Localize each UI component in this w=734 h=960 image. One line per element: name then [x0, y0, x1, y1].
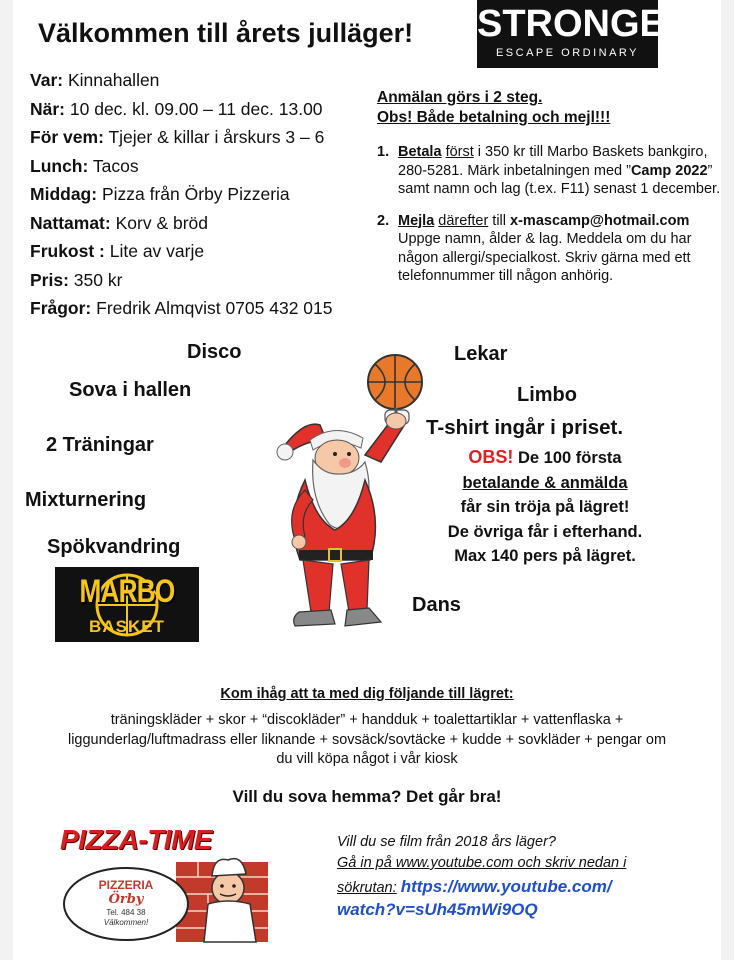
step-verb-underlined: därefter	[438, 212, 489, 229]
info-label: När:	[30, 98, 66, 119]
info-row-middag	[30, 180, 333, 209]
pizza-time-title: PIZZA-TIME	[60, 824, 213, 855]
marbo-logo-title: MARBO	[79, 573, 175, 609]
activity-dans: Dans	[412, 594, 461, 616]
stronger-logo-name: STRONGER	[477, 3, 693, 45]
info-row-var	[30, 66, 333, 95]
tshirt-line5: Max 140 pers på lägret.	[454, 547, 636, 565]
tshirt-line1	[415, 445, 675, 471]
pizzeria-label: PIZZERIA	[98, 878, 154, 892]
film-info	[337, 832, 626, 922]
info-value: Kinnahallen	[67, 70, 160, 90]
youtube-link[interactable]: https://www.youtube.com/	[400, 877, 612, 896]
activity-lekar: Lekar	[454, 343, 508, 365]
info-label: Frågor:	[30, 298, 92, 318]
registration-heading-line2: Obs! Både betalning och mejl!!!	[377, 109, 611, 126]
info-value: 350 kr	[73, 269, 123, 290]
registration-step-2	[377, 212, 722, 286]
step-text: i 350 kr till Marbo Baskets bankgiro, 280-5281. Märk inbetalningen med ”	[398, 144, 708, 179]
stronger-logo	[477, 0, 693, 68]
info-row-fragor	[30, 294, 333, 323]
pizzeria-welcome: Välkommen!	[103, 918, 149, 927]
film-line1: Vill du se film från 2018 års läger?	[337, 834, 556, 850]
pizzeria-name: Örby	[108, 892, 144, 907]
info-row-nattamat	[30, 209, 333, 238]
stronger-logo-tagline: ESCAPE ORDINARY	[495, 47, 640, 59]
tshirt-line1-rest: De 100 första	[513, 449, 622, 467]
info-value: Fredrik Almqvist 0705 432 015	[96, 298, 333, 318]
info-label: Middag:	[30, 184, 98, 204]
info-label: För vem:	[30, 127, 104, 147]
step-verb-underlined: först	[445, 144, 474, 160]
pizza-time-logo	[58, 822, 273, 946]
film-line2: Gå in på www.youtube.com och skriv nedan i	[337, 855, 627, 871]
film-search-label: sökrutan:	[337, 880, 397, 896]
tshirt-notice	[415, 445, 675, 569]
film-line3	[337, 876, 626, 899]
info-value: Tacos	[92, 155, 139, 176]
pizzeria-phone: Tel. 484 38	[106, 908, 146, 917]
santa-basketball-illustration	[265, 350, 435, 640]
step-verb: Betala	[398, 144, 442, 160]
info-row-frukost	[30, 237, 333, 266]
info-value: 10 dec. kl. 09.00 – 11 dec. 13.00	[69, 98, 323, 119]
step-text: ” samt namn och lag (t.ex. F11) senast 1 december.	[398, 162, 721, 197]
film-line4	[337, 899, 626, 922]
info-label: Var:	[30, 70, 64, 90]
info-value: Korv & bröd	[115, 212, 208, 233]
info-label: Nattamat:	[30, 212, 111, 233]
obs-label: OBS!	[468, 447, 514, 467]
activity-spokvandring: Spökvandring	[47, 536, 181, 558]
registration-steps	[377, 143, 722, 299]
step-number: 2.	[377, 212, 390, 229]
step-text: till	[488, 212, 511, 229]
info-value: Tjejer & killar i årskurs 3 – 6	[108, 127, 325, 147]
info-list	[30, 66, 333, 323]
tshirt-line4: De övriga får i efterhand.	[447, 522, 643, 541]
page-title: Välkommen till årets julläger!	[38, 18, 414, 48]
sleep-at-home-note: Vill du sova hemma? Det går bra!	[232, 787, 502, 806]
step-verb: Mejla	[398, 212, 435, 229]
info-row-pris	[30, 266, 333, 295]
activity-limbo: Limbo	[517, 384, 577, 406]
tshirt-title: T-shirt ingår i priset.	[426, 416, 624, 439]
marbo-logo-subtitle: BASKET	[89, 617, 165, 636]
step-number: 1.	[377, 144, 390, 160]
registration-heading	[377, 88, 610, 128]
youtube-link-continued[interactable]: watch?v=sUh45mWi9OQ	[337, 900, 538, 919]
activity-disco: Disco	[187, 341, 242, 363]
info-row-nar	[30, 95, 333, 124]
activity-mixturnering: Mixturnering	[25, 489, 147, 511]
info-value: Lite av varje	[109, 241, 205, 261]
activity-sova-i-hallen: Sova i hallen	[69, 379, 192, 401]
info-label: Frukost :	[30, 241, 105, 261]
info-label: Lunch:	[30, 155, 89, 176]
info-row-for-vem	[30, 123, 333, 152]
basketball-icon	[368, 355, 422, 409]
registration-heading-line1: Anmälan görs i 2 steg.	[377, 89, 543, 106]
marbo-basket-logo	[55, 567, 199, 642]
step-text: Uppge namn, ålder & lag. Meddela om du har någon allergi/specialkost. Skriv gärna med ett telefonnummer till någon anhörig.	[398, 231, 692, 284]
email-address[interactable]: x-mascamp@hotmail.com	[510, 212, 690, 229]
activity-traningar: 2 Träningar	[46, 434, 154, 456]
tshirt-line3: får sin tröja på lägret!	[460, 498, 630, 516]
packing-list-heading: Kom ihåg att ta med dig följande till lägret:	[220, 686, 514, 702]
info-label: Pris:	[30, 269, 69, 290]
tshirt-line2: betalande & anmälda	[462, 473, 628, 492]
packing-list-text: träningskläder + skor + “discokläder” + handduk + toalettartiklar + vattenflaska + liggunderlag/luftmadrass eller liknande + sovsäck/sovtäcke + kudde + sovkläder + pengar om du vill köpa något i vår kiosk	[67, 712, 667, 767]
info-value: Pizza från Örby Pizzeria	[101, 184, 290, 204]
registration-step-1	[377, 143, 722, 199]
info-row-lunch	[30, 152, 333, 181]
camp-reference: Camp 2022	[630, 162, 708, 179]
